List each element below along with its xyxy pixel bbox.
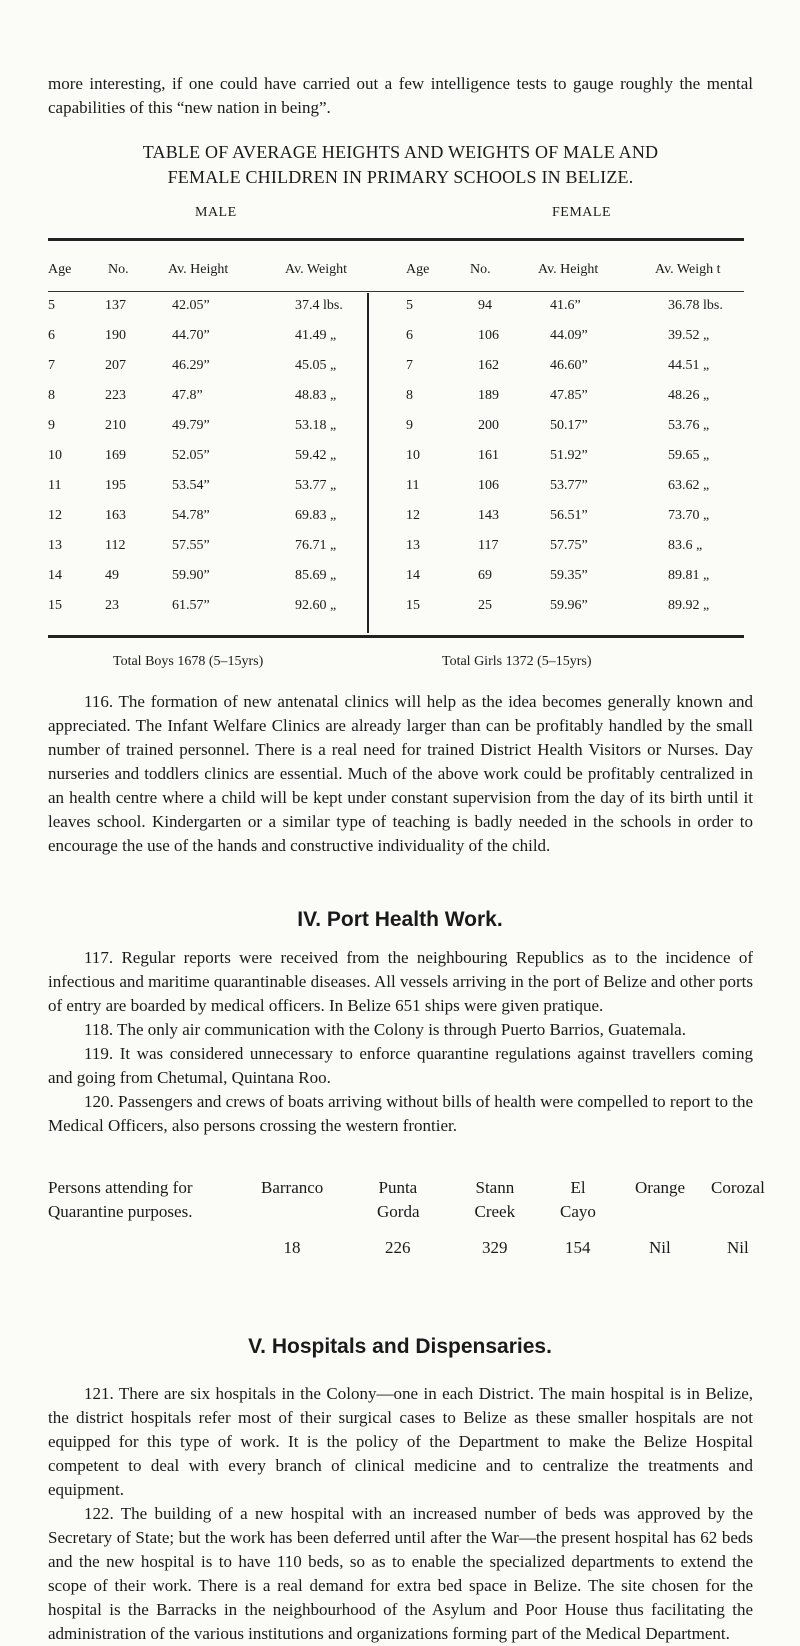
cell-male-weight: 59.42 „ (295, 448, 337, 463)
table-bottom-rule (48, 635, 744, 638)
cell-male-height: 44.70” (172, 328, 210, 343)
cell-male-weight: 41.49 „ (295, 328, 337, 343)
cell-male-no: 207 (105, 358, 126, 373)
cell-male-weight: 85.69 „ (295, 568, 337, 583)
cell-female-height: 53.77” (550, 478, 588, 493)
cell-female-height: 46.60” (550, 358, 588, 373)
cell-male-weight: 53.18 „ (295, 418, 337, 433)
quarantine-place-line-2: Gorda (377, 1202, 420, 1221)
cell-male-height: 54.78” (172, 508, 210, 523)
table-row (0, 538, 800, 560)
header-male-age: Age (48, 262, 72, 277)
cell-female-age: 15 (406, 598, 420, 613)
table-row (0, 508, 800, 530)
paragraph-116: 116. The formation of new antenatal clinics will help as the idea becomes generally known and appreciated. The Infant Welfare Clinics are already larger than can be profitably handled by the small number of trained personnel. There is a real need for trained District Health Visitors or Nurses. Day nurseries and toddlers clinics are essential. Much of the above work could be profitably centralized in an health centre where a child will be kept under constant supervision from the day of its birth until it leaves school. Kindergarten or a similar type of teaching is badly needed in the schools in order to encourage the use of the hands and constructive individuality of the child. (48, 692, 753, 855)
cell-female-no: 69 (478, 568, 492, 583)
cell-female-height: 59.96” (550, 598, 588, 613)
header-male-height: Av. Height (168, 262, 229, 277)
cell-female-height: 57.75” (550, 538, 588, 553)
cell-male-height: 61.57” (172, 598, 210, 613)
quarantine-place-line-2: Cayo (560, 1202, 596, 1221)
table-title (48, 140, 753, 190)
cell-female-height: 41.6” (550, 298, 581, 313)
paragraph-121: 121. There are six hospitals in the Colony—one in each District. The main hospital is in Belize, the district hospitals refer most of their surgical cases to Belize as these smaller hospitals are not equipped for this type of work. It is the policy of the Department to make the Belize Hospital competent to deal with every branch of clinical medicine and to centralize the treatments and equipment. (48, 1384, 753, 1499)
quarantine-place-value: Nil (727, 1238, 749, 1257)
cell-female-age: 14 (406, 568, 420, 583)
cell-male-age: 12 (48, 508, 62, 523)
cell-male-no: 163 (105, 508, 126, 523)
cell-male-height: 57.55” (172, 538, 210, 553)
cell-male-age: 11 (48, 478, 62, 493)
total-girls: Total Girls 1372 (5–15yrs) (442, 654, 592, 669)
cell-male-no: 223 (105, 388, 126, 403)
cell-female-height: 51.92” (550, 448, 588, 463)
cell-female-no: 94 (478, 298, 492, 313)
header-male-no: No. (108, 262, 129, 277)
table-row (0, 448, 800, 470)
table-row (0, 418, 800, 440)
cell-female-no: 189 (478, 388, 499, 403)
cell-male-no: 169 (105, 448, 126, 463)
cell-male-height: 59.90” (172, 568, 210, 583)
hospitals-heading: V. Hospitals and Dispensaries. (248, 1335, 552, 1358)
table-row (0, 568, 800, 590)
cell-female-no: 162 (478, 358, 499, 373)
quarantine-place-value: 18 (283, 1238, 301, 1257)
cell-male-age: 5 (48, 298, 55, 313)
cell-male-weight: 76.71 „ (295, 538, 337, 553)
port-health-section (48, 946, 753, 1138)
header-female-no: No. (470, 262, 491, 277)
cell-male-age: 13 (48, 538, 62, 553)
header-female-age: Age (406, 262, 430, 277)
cell-female-height: 44.09” (550, 328, 588, 343)
cell-female-weight: 36.78 lbs. (668, 298, 723, 313)
cell-male-no: 190 (105, 328, 126, 343)
quarantine-place-value: 329 (482, 1238, 508, 1257)
quarantine-place-value: Nil (649, 1238, 671, 1257)
cell-female-height: 56.51” (550, 508, 588, 523)
cell-male-height: 47.8” (172, 388, 203, 403)
paragraph-117: 117. Regular reports were received from the neighbouring Republics as to the incidence of infectious and maritime quarantinable diseases. All vessels arriving in the port of Belize and other ports of entry are boarded by medical officers. In Belize 651 ships were given pratique. (48, 948, 753, 1015)
cell-female-no: 200 (478, 418, 499, 433)
cell-female-weight: 48.26 „ (668, 388, 710, 403)
header-female-weight: Av. Weigh t (655, 262, 721, 277)
quarantine-place-line-1: Barranco (261, 1178, 324, 1197)
cell-female-weight: 89.92 „ (668, 598, 710, 613)
table-title-line-1: TABLE OF AVERAGE HEIGHTS AND WEIGHTS OF MALE AND (142, 142, 659, 162)
cell-male-weight: 45.05 „ (295, 358, 337, 373)
cell-male-no: 210 (105, 418, 126, 433)
cell-female-age: 6 (406, 328, 413, 343)
quarantine-place-line-2: Creek (474, 1202, 516, 1221)
cell-female-age: 5 (406, 298, 413, 313)
cell-female-weight: 63.62 „ (668, 478, 710, 493)
cell-female-age: 13 (406, 538, 420, 553)
table-header-rule (48, 291, 744, 292)
table-row (0, 388, 800, 410)
quarantine-place-value: 154 (565, 1238, 591, 1257)
cell-female-no: 117 (478, 538, 499, 553)
table-title-line-2: FEMALE CHILDREN IN PRIMARY SCHOOLS IN BELIZE. (167, 167, 634, 187)
port-health-heading: IV. Port Health Work. (297, 908, 503, 931)
cell-male-height: 46.29” (172, 358, 210, 373)
cell-male-weight: 69.83 „ (295, 508, 337, 523)
header-female-height: Av. Height (538, 262, 599, 277)
cell-female-age: 10 (406, 448, 420, 463)
table-row (0, 328, 800, 350)
cell-female-no: 106 (478, 328, 499, 343)
total-boys: Total Boys 1678 (5–15yrs) (113, 654, 264, 669)
cell-female-weight: 59.65 „ (668, 448, 710, 463)
cell-male-weight: 53.77 „ (295, 478, 337, 493)
paragraph-118: 118. The only air communication with the Colony is through Puerto Barrios, Guatemala. (84, 1020, 686, 1039)
cell-male-age: 8 (48, 388, 55, 403)
cell-female-weight: 44.51 „ (668, 358, 710, 373)
cell-female-weight: 39.52 „ (668, 328, 710, 343)
quarantine-place-line-1: Corozal (711, 1178, 765, 1197)
female-heading: FEMALE (552, 205, 611, 220)
intro-paragraph: more interesting, if one could have carried out a few intelligence tests to gauge roughly the mental capabilities of this “new nation in being”. (48, 74, 753, 117)
cell-male-height: 42.05” (172, 298, 210, 313)
cell-female-height: 50.17” (550, 418, 588, 433)
cell-female-no: 143 (478, 508, 499, 523)
quarantine-place-value: 226 (385, 1238, 411, 1257)
cell-male-no: 137 (105, 298, 126, 313)
cell-female-weight: 89.81 „ (668, 568, 710, 583)
cell-male-age: 7 (48, 358, 55, 373)
header-male-weight: Av. Weight (285, 262, 347, 277)
cell-male-weight: 92.60 „ (295, 598, 337, 613)
table-row (0, 358, 800, 380)
quarantine-label-line-1: Persons attending for (48, 1178, 193, 1197)
cell-male-weight: 48.83 „ (295, 388, 337, 403)
cell-male-height: 53.54” (172, 478, 210, 493)
quarantine-place-line-1: El (570, 1178, 586, 1197)
cell-female-age: 11 (406, 478, 420, 493)
cell-female-age: 9 (406, 418, 413, 433)
cell-female-height: 47.85” (550, 388, 588, 403)
cell-male-age: 9 (48, 418, 55, 433)
cell-female-weight: 53.76 „ (668, 418, 710, 433)
cell-male-no: 112 (105, 538, 126, 553)
paragraph-120: 120. Passengers and crews of boats arriving without bills of health were compelled to report to the Medical Officers, also persons crossing the western frontier. (48, 1092, 753, 1135)
table-top-rule (48, 238, 744, 241)
quarantine-place-line-1: Punta (378, 1178, 418, 1197)
cell-female-height: 59.35” (550, 568, 588, 583)
cell-female-weight: 83.6 „ (668, 538, 703, 553)
cell-female-age: 12 (406, 508, 420, 523)
cell-male-no: 195 (105, 478, 126, 493)
hospitals-section (48, 1382, 753, 1646)
cell-female-age: 7 (406, 358, 413, 373)
quarantine-place-line-1: Stann (475, 1178, 515, 1197)
cell-male-age: 15 (48, 598, 62, 613)
cell-male-height: 49.79” (172, 418, 210, 433)
cell-female-no: 161 (478, 448, 499, 463)
cell-female-age: 8 (406, 388, 413, 403)
cell-female-no: 25 (478, 598, 492, 613)
cell-male-age: 6 (48, 328, 55, 343)
cell-male-height: 52.05” (172, 448, 210, 463)
cell-male-no: 49 (105, 568, 119, 583)
quarantine-label-line-2: Quarantine purposes. (48, 1202, 193, 1221)
paragraph-119: 119. It was considered unnecessary to enforce quarantine regulations against travellers coming and going from Chetumal, Quintana Roo. (48, 1044, 753, 1087)
table-row (0, 478, 800, 500)
cell-female-no: 106 (478, 478, 499, 493)
table-row (0, 598, 800, 620)
cell-male-weight: 37.4 lbs. (295, 298, 343, 313)
quarantine-place-line-1: Orange (635, 1178, 686, 1197)
cell-male-age: 14 (48, 568, 62, 583)
male-heading: MALE (195, 205, 237, 220)
cell-female-weight: 73.70 „ (668, 508, 710, 523)
cell-male-no: 23 (105, 598, 119, 613)
cell-male-age: 10 (48, 448, 62, 463)
table-row (0, 298, 800, 320)
paragraph-122: 122. The building of a new hospital with an increased number of beds was approved by the Secretary of State; but the work has been deferred until after the War—the present hospital has 62 beds and the new hospital is to have 110 beds, so as to enable the specialized departments to extend the scope of their work. There is a real demand for extra bed space in Belize. The site chosen for the hospital is the Barracks in the neighbourhood of the Asylum and Poor House thus facilitating the administration of the various institutions and organizations forming part of the Medical Department. (48, 1504, 753, 1643)
